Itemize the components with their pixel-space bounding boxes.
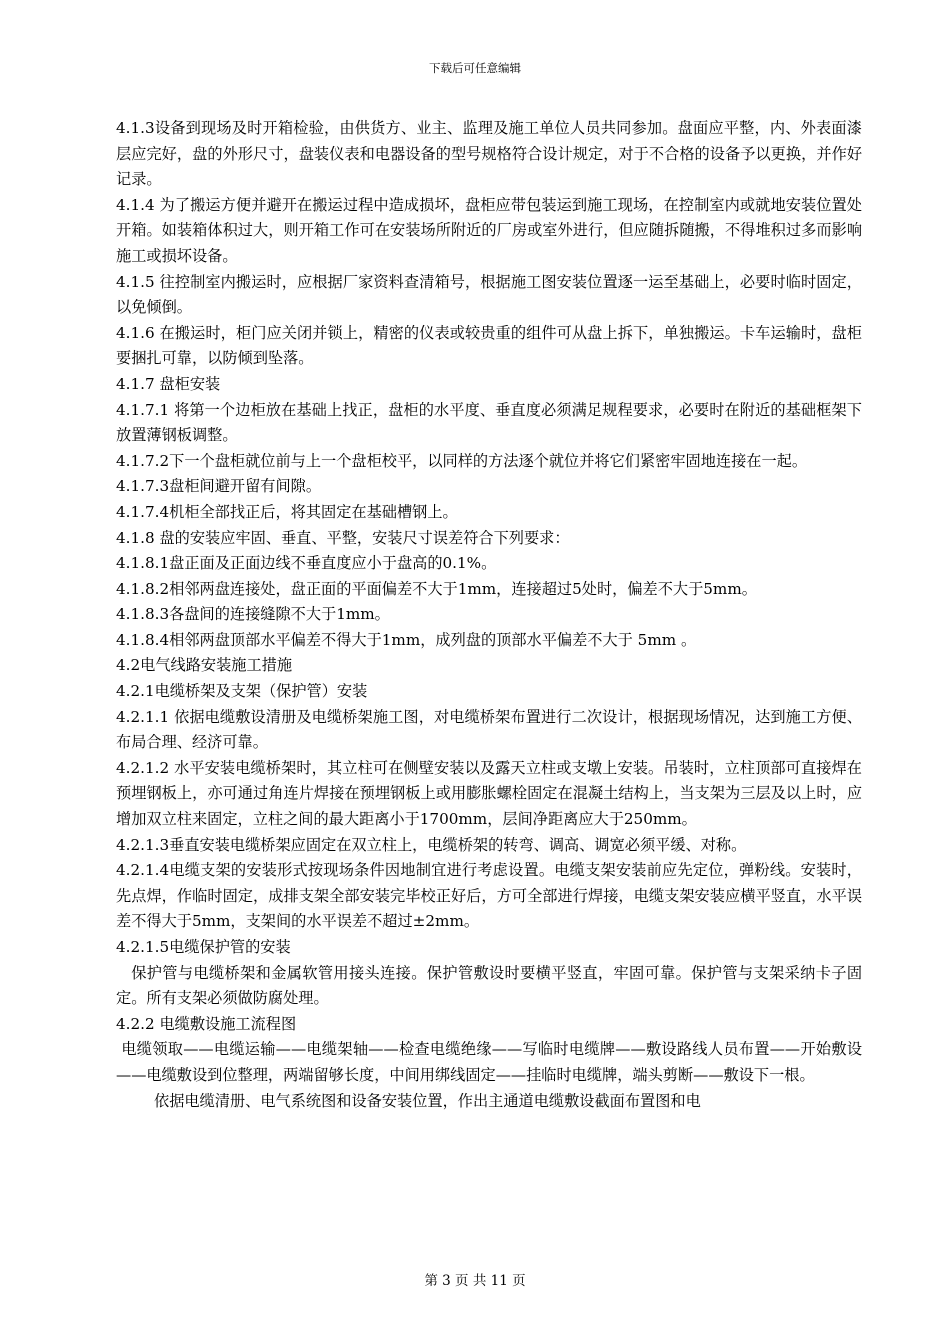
paragraph-4-2-1-3: 4.2.1.3垂直安装电缆桥架应固定在双立柱上，电缆桥架的转弯、调高、调宽必须平缓、对称。 [116,835,747,854]
paragraph-4-1-4: 4.1.4 为了搬运方便并避开在搬运过程中造成损坏，盘柜应带包装运到施工现场，在控制室内或就地安装位置处开箱。如装箱体积过大，则开箱工作可在安装场所附近的厂房或室外进行，但应随拆随搬，不得堆积过多而影响施工或损坏设备。 [116,195,862,265]
heading-4-2-1-5: 4.2.1.5电缆保护管的安装 [116,938,291,956]
paragraph-4-2-1-1: 4.2.1.1 依据电缆敷设清册及电缆桥架施工图，对电缆桥架布置进行二次设计，根据现场情况，达到施工方便、布局合理、经济可靠。 [116,707,862,752]
paragraph-4-1-7-1: 4.1.7.1 将第一个边柜放在基础上找正，盘柜的水平度、垂直度必须满足规程要求，必要时在附近的基础框架下放置薄钢板调整。 [116,400,862,445]
paragraph-4-1-3: 4.1.3设备到现场及时开箱检验，由供货方、业主、监理及施工单位人员共同参加。盘面应平整，内、外表面漆层应完好，盘的外形尺寸，盘装仪表和电器设备的型号规格符合设计规定，对于不合格的设备予以更换，并作好记录。 [116,119,862,189]
heading-4-2-2: 4.2.2 电缆敷设施工流程图 [116,1014,297,1033]
heading-4-1-7: 4.1.7 盘柜安装 [116,374,221,393]
paragraph-4-1-8: 4.1.8 盘的安装应牢固、垂直、平整，安装尺寸误差符合下列要求： [116,528,570,547]
heading-4-2-1: 4.2.1电缆桥架及支架（保护管）安装 [116,682,368,701]
heading-4-2: 4.2电气线路安装施工措施 [116,656,293,675]
paragraph-4-1-8-4: 4.1.8.4相邻两盘顶部水平偏差不得大于1mm，成列盘的顶部水平偏差不大于 5mm 。 [116,630,697,649]
paragraph-4-1-8-1: 4.1.8.1盘正面及正面边线不垂直度应小于盘高的0.1%。 [116,554,497,573]
paragraph-4-1-8-2: 4.1.8.2相邻两盘连接处，盘正面的平面偏差不大于1mm，连接超过5处时，偏差不大于5mm。 [116,579,757,598]
paragraph-4-2-1-4: 4.2.1.4电缆支架的安装形式按现场条件因地制宜进行考虑设置。电缆支架安装前应先定位，弹粉线。安装时，先点焊，作临时固定，成排支架全部安装完毕校正好后，方可全部进行焊接，电缆支架安装应横平竖直，水平误差不得大于5mm，支架间的水平误差不超过±2mm。 [116,861,862,931]
page-number: 第 3 页 共 11 页 [424,1273,526,1289]
paragraph-cable-layout: 依据电缆清册、电气系统图和设备安装位置，作出主通道电缆敷设截面布置图和电 [154,1091,701,1110]
paragraph-cable-flow: 电缆领取——电缆运输——电缆架轴——检查电缆绝缘——写临时电缆牌——敷设路线人员布置——开始敷设——电缆敷设到位整理，两端留够长度，中间用绑线固定——挂临时电缆牌，端头剪断——敷设下一根。 [116,1040,862,1084]
paragraph-4-2-1-2: 4.2.1.2 水平安装电缆桥架时，其立柱可在侧壁安装以及露天立柱或支墩上安装。吊装时，立柱顶部可直接焊在预埋钢板上，亦可通过角连片焊接在预埋钢板上或用膨胀螺栓固定在混凝土结构上，当支架为三层及以上时，应增加双立柱来固定，立柱之间的最大距离小于1700mm，层间净距离应大于250mm。 [116,758,862,829]
paragraph-protective-pipe: 保护管与电缆桥架和金属软管用接头连接。保护管敷设时要横平竖直，牢固可靠。保护管与支架采纳卡子固定。所有支架必须做防腐处理。 [116,963,862,1008]
paragraph-4-1-6: 4.1.6 在搬运时，柜门应关闭并锁上，精密的仪表或较贵重的组件可从盘上拆下，单独搬运。卡车运输时，盘柜要捆扎可靠，以防倾到坠落。 [116,323,862,368]
paragraph-4-1-7-2: 4.1.7.2下一个盘柜就位前与上一个盘柜校平，以同样的方法逐个就位并将它们紧密牢固地连接在一起。 [116,451,808,470]
paragraph-4-1-5: 4.1.5 往控制室内搬运时，应根据厂家资料查清箱号，根据施工图安装位置逐一运至基础上，必要时临时固定，以免倾倒。 [116,272,862,317]
paragraph-4-1-7-4: 4.1.7.4机柜全部找正后，将其固定在基础槽钢上。 [116,502,458,521]
paragraph-4-1-8-3: 4.1.8.3各盘间的连接缝隙不大于1mm。 [116,605,390,624]
document-body [116,116,862,1114]
page-header-note: 下载后可任意编辑 [429,61,521,75]
paragraph-4-1-7-3: 4.1.7.3盘柜间避开留有间隙。 [116,477,322,496]
